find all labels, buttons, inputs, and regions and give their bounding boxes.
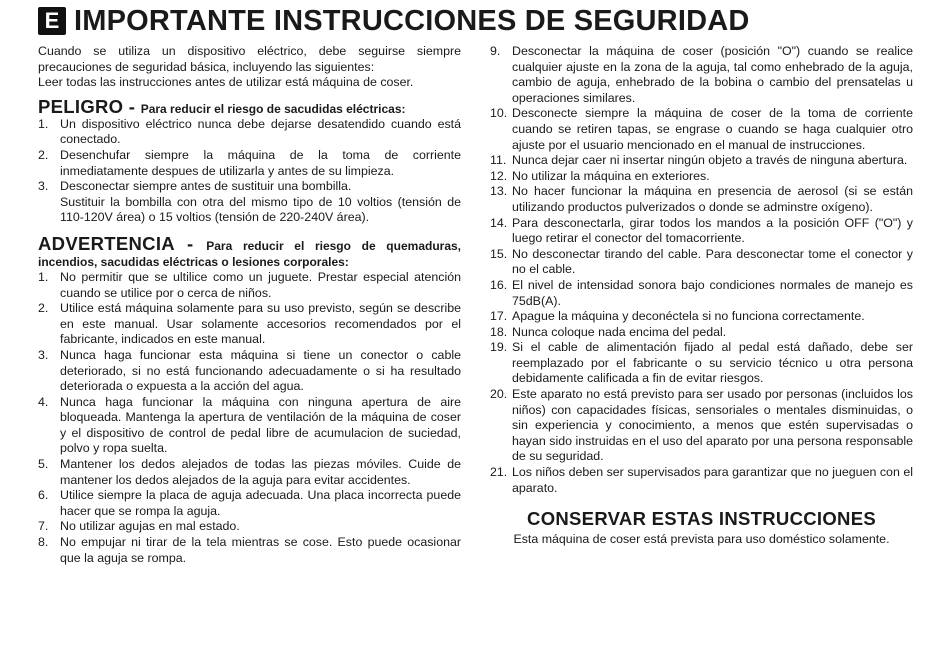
item-text: Nunca coloque nada encima del pedal.	[512, 324, 727, 339]
list-item	[490, 247, 913, 278]
item-number: 1.	[38, 116, 49, 131]
list-item	[490, 169, 913, 185]
item-text: Nunca haga funcionar la máquina con ninguna apertura de aire bloqueada. Mantenga la apertura de ventilación de la máquina de coser y el dispositivo de control de pedal libre de acumulacion de suciedad, polvo y ropa suelta.	[60, 394, 461, 456]
peligro-title: PELIGRO -	[38, 95, 141, 117]
list-item	[490, 465, 913, 496]
item-text-main: Desconectar siempre antes de sustituir una bombilla.	[60, 179, 352, 194]
item-number: 13.	[490, 184, 508, 199]
list-item	[38, 179, 461, 226]
list-item	[490, 309, 913, 325]
item-text	[60, 179, 461, 226]
list-item	[38, 348, 461, 395]
list-item	[38, 301, 461, 348]
left-column	[38, 44, 461, 566]
item-number: 2.	[38, 147, 49, 162]
item-number: 4.	[38, 394, 49, 409]
item-text: Desconecte siempre la máquina de coser de la toma de corriente cuando se retiren tapas, se engrase o cuando se haga cualquier otro ajuste por el usuario mencionado en el manual de instrucciones.	[512, 106, 913, 152]
right-column	[490, 44, 913, 548]
intro	[38, 44, 461, 91]
advertencia-list-continued	[490, 44, 913, 496]
item-number: 10.	[490, 106, 508, 121]
item-text: Nunca dejar caer ni insertar ningún objeto a través de ninguna abertura.	[512, 153, 908, 168]
peligro-heading	[38, 95, 461, 117]
item-number: 5.	[38, 457, 49, 472]
item-text: Los niños deben ser supervisados para garantizar que no jueguen con el aparato.	[512, 465, 913, 495]
item-text: El nivel de intensidad sonora bajo condiciones normales de manejo es 75dB(A).	[512, 277, 913, 308]
item-text: No utilizar la máquina en exteriores.	[512, 168, 710, 183]
list-item	[490, 387, 913, 465]
list-item	[38, 270, 461, 301]
item-number: 16.	[490, 277, 508, 292]
item-text: Apague la máquina y deconéctela si no funciona correctamente.	[512, 309, 865, 324]
item-number: 1.	[38, 269, 49, 284]
item-number: 7.	[38, 519, 49, 534]
domestic-use-note: Esta máquina de coser está prevista para uso doméstico solamente.	[513, 532, 890, 547]
item-text: No permitir que se ultilice como un juguete. Prestar especial atención cuando se utilice por o cerca de niños.	[60, 269, 461, 300]
item-text: No utilizar agujas en mal estado.	[60, 519, 240, 534]
item-text: Utilice siempre la placa de aguja adecuada. Una placa incorrecta puede hacer que se rompa la aguja.	[60, 488, 461, 518]
item-text: Nunca haga funcionar esta máquina si tiene un conector o cable deteriorado, si no está funcionando adecuadamente o si ha resultado deteriorada o expuesta a la acción del agua.	[60, 347, 461, 394]
peligro-list	[38, 117, 461, 226]
item-number: 14.	[490, 215, 508, 230]
list-item	[490, 340, 913, 387]
item-number: 8.	[38, 535, 49, 550]
item-number: 11.	[490, 153, 507, 168]
list-item	[38, 519, 461, 535]
advertencia-heading	[38, 232, 461, 270]
language-badge: E	[38, 7, 66, 35]
item-number: 2.	[38, 301, 49, 316]
item-text: No hacer funcionar la máquina en presencia de aerosol (si se están utilizando productos pulverizados o donde se adminstre oxígeno).	[512, 184, 913, 214]
item-number: 17.	[490, 309, 508, 324]
advertencia-subtitle: Para reducir el riesgo de quemaduras, incendios, sacudidas eléctricas o lesiones corporales:	[38, 238, 461, 269]
item-text: Este aparato no está previsto para ser usado por personas (incluidos los niños) con capacidades físicas, sensoriales o mentales disminuidas, o sin experiencia y conocimiento, a menos que estén supervisadas o hayan sido instruidas en el uso del aparato por una persona responsable de su seguridad.	[512, 387, 913, 464]
item-number: 21.	[490, 465, 508, 480]
advertencia-title: ADVERTENCIA -	[38, 232, 207, 254]
intro-line-2: Leer todas las instrucciones antes de utilizar está máquina de coser.	[38, 75, 414, 90]
list-item	[490, 325, 913, 341]
item-text: Desconectar la máquina de coser (posición "O") cuando se realice cualquier ajuste en la zona de la aguja, tal como enhebrado de la aguja, cambio de aguja, enhebrado de la bobina o cambio del prensatelas u operaciones similares.	[512, 44, 913, 105]
intro-line-1: Cuando se utiliza un dispositivo eléctrico, debe seguirse siempre precauciones de seguridad básica, incluyendo las siguientes:	[38, 44, 461, 74]
item-number: 3.	[38, 179, 49, 194]
list-item	[38, 488, 461, 519]
list-item	[38, 148, 461, 179]
list-item	[490, 278, 913, 309]
item-number: 6.	[38, 488, 49, 503]
item-number: 9.	[490, 44, 501, 58]
list-item	[490, 106, 913, 153]
conserve-heading: CONSERVAR ESTAS INSTRUCCIONES	[527, 508, 876, 530]
item-text: Un dispositivo eléctrico nunca debe dejarse desatendido cuando está conectado.	[60, 116, 461, 147]
item-text: Para desconectarla, girar todos los mandos a la posición OFF ("O") y luego retirar el conector del tomacorriente.	[512, 215, 913, 246]
item-text-extra: Sustituir la bombilla con otra del mismo tipo de 10 voltios (tensión de 110-120V área) o 15 voltios (tensión de 220-240V área).	[60, 194, 461, 225]
item-text: No desconectar tirando del cable. Para desconectar tome el conector y no el cable.	[512, 246, 913, 277]
list-item	[490, 184, 913, 215]
item-number: 12.	[490, 168, 508, 183]
peligro-subtitle: Para reducir el riesgo de sacudidas eléctricas:	[140, 101, 406, 116]
item-number: 19.	[490, 340, 508, 355]
page-header	[38, 6, 750, 36]
item-text: Mantener los dedos alejados de todas las piezas móviles. Cuide de mantener los dedos alejados de la aguja para evitar accidentes.	[60, 457, 461, 487]
item-text: No empujar ni tirar de la tela mientras se cose. Esto puede ocasionar que la aguja se rompa.	[60, 535, 461, 565]
list-item	[38, 457, 461, 488]
list-item	[38, 117, 461, 148]
item-number: 3.	[38, 347, 49, 362]
item-text: Utilice está máquina solamente para su uso previsto, según se describe en este manual. Usar solamente accesorios recomendados por el fabricante, indicados en este manual.	[60, 301, 461, 347]
list-item	[490, 153, 913, 169]
item-number: 18.	[490, 324, 508, 339]
list-item	[490, 216, 913, 247]
item-text: Si el cable de alimentación fijado al pedal está dañado, debe ser reemplazado por el fabricante o su servicio técnico u otra persona debidamente calificada a fin de evitar riesgos.	[512, 340, 913, 386]
item-text: Desenchufar siempre la máquina de la toma de corriente inmediatamente despues de utilizarla y antes de su limpieza.	[60, 147, 461, 178]
page-title: IMPORTANTE INSTRUCCIONES DE SEGURIDAD	[74, 5, 750, 37]
item-number: 20.	[490, 387, 508, 402]
advertencia-list	[38, 270, 461, 566]
list-item	[490, 44, 913, 106]
list-item	[38, 395, 461, 457]
list-item	[38, 535, 461, 566]
item-number: 15.	[490, 246, 508, 261]
